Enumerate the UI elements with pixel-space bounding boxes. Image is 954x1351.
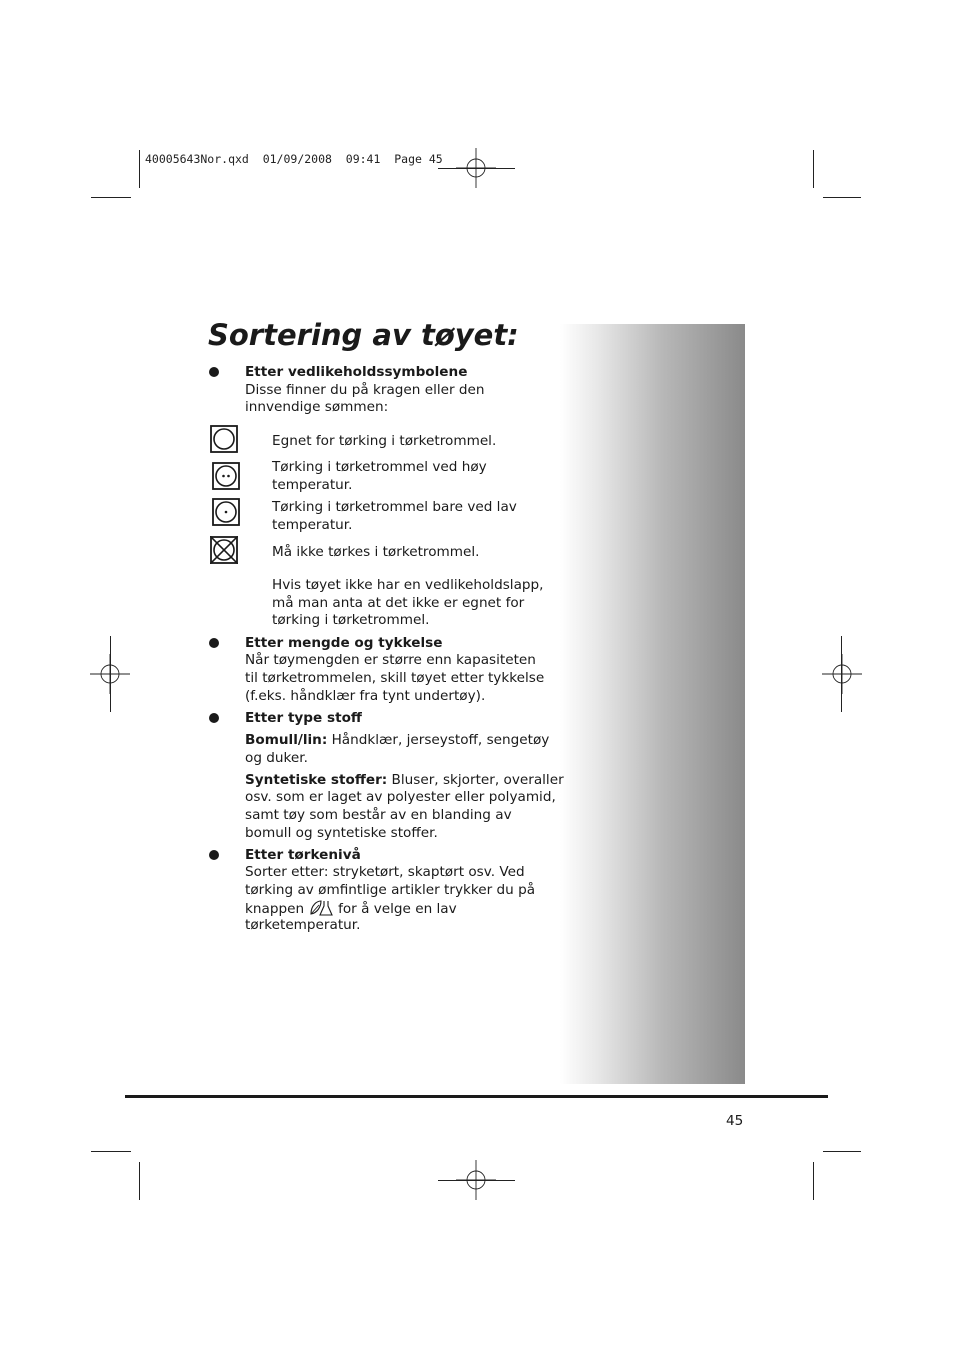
page-number: 45 [726, 1113, 744, 1129]
bullet [209, 367, 219, 377]
symbol-description: temperatur. [272, 477, 353, 493]
fabric-cotton-line [245, 731, 549, 749]
file-slug: 40005643Nor.qxd 01/09/2008 09:41 Page 45 [145, 152, 443, 166]
symbol-description: temperatur. [272, 517, 353, 533]
crop-mark [139, 1162, 140, 1200]
amount-line: (f.eks. håndklær fra tynt undertøy). [245, 688, 486, 704]
side-panel [560, 324, 745, 1084]
bullet [209, 638, 219, 648]
crop-mark [823, 197, 861, 198]
crop-mark [438, 1180, 515, 1181]
care-intro-line: innvendige sømmen: [245, 399, 389, 415]
care-note-line: tørking i tørketrommel. [272, 612, 430, 628]
bullet [209, 713, 219, 723]
crop-mark [139, 150, 140, 188]
crop-mark [91, 1151, 131, 1152]
amount-line: til tørketrommelen, skill tøyet etter tykkelse [245, 670, 545, 686]
care-note-line: Hvis tøyet ikke har en vedlikeholdslapp, [272, 577, 544, 593]
dryness-line: tørketemperatur. [245, 917, 361, 933]
fabric-cotton-label: Bomull/lin: [245, 732, 328, 748]
fabric-synthetic-line: osv. som er laget av polyester eller polyamid, [245, 789, 556, 805]
dryness-text: for å velge en lav [338, 901, 457, 917]
dryness-text: knappen [245, 901, 305, 917]
crop-mark [841, 636, 842, 712]
fabric-synthetic-label: Syntetiske stoffer: [245, 772, 388, 788]
amount-line: Når tøymengden er større enn kapasiteten [245, 652, 536, 668]
section-heading-fabric: Etter type stoff [245, 710, 362, 726]
tumble-dry-icon [210, 425, 238, 453]
care-intro-line: Disse finner du på kragen eller den [245, 382, 485, 398]
care-note-line: må man anta at det ikke er egnet for [272, 595, 525, 611]
fabric-cotton-text: Håndklær, jerseystoff, sengetøy [327, 732, 550, 748]
page-title: Sortering av tøyet: [208, 318, 519, 352]
do-not-tumble-dry-icon [210, 536, 238, 564]
dryness-line: Sorter etter: stryketørt, skaptørt osv. Ved [245, 864, 525, 880]
fabric-synthetic-line: bomull og syntetiske stoffer. [245, 825, 438, 841]
fabric-synthetic-text: Bluser, skjorter, overaller [387, 772, 564, 788]
crop-mark [813, 150, 814, 188]
crop-mark [813, 1162, 814, 1200]
footer-rule [125, 1095, 828, 1098]
section-heading-amount: Etter mengde og tykkelse [245, 635, 443, 651]
crop-mark [823, 1151, 861, 1152]
dryness-line: tørking av ømfintlige artikler trykker du på [245, 882, 536, 898]
fabric-synthetic-line [245, 771, 564, 789]
symbol-description: Tørking i tørketrommel ved høy [272, 459, 487, 475]
delicate-low-temp-icon [308, 899, 334, 917]
section-heading-care-symbols: Etter vedlikeholdssymbolene [245, 364, 468, 380]
fabric-synthetic-line: samt tøy som består av en blanding av [245, 807, 512, 823]
crop-mark [91, 197, 131, 198]
section-heading-dryness: Etter tørkenivå [245, 847, 361, 863]
tumble-dry-low-icon [212, 498, 240, 526]
tumble-dry-high-icon [212, 462, 240, 490]
fabric-cotton-line: og duker. [245, 750, 308, 766]
symbol-description: Må ikke tørkes i tørketrommel. [272, 544, 480, 560]
registration-mark-right [822, 654, 862, 694]
crop-mark [438, 168, 515, 169]
symbol-description: Tørking i tørketrommel bare ved lav [272, 499, 517, 515]
crop-mark [110, 636, 111, 712]
symbol-description: Egnet for tørking i tørketrommel. [272, 433, 497, 449]
bullet [209, 850, 219, 860]
